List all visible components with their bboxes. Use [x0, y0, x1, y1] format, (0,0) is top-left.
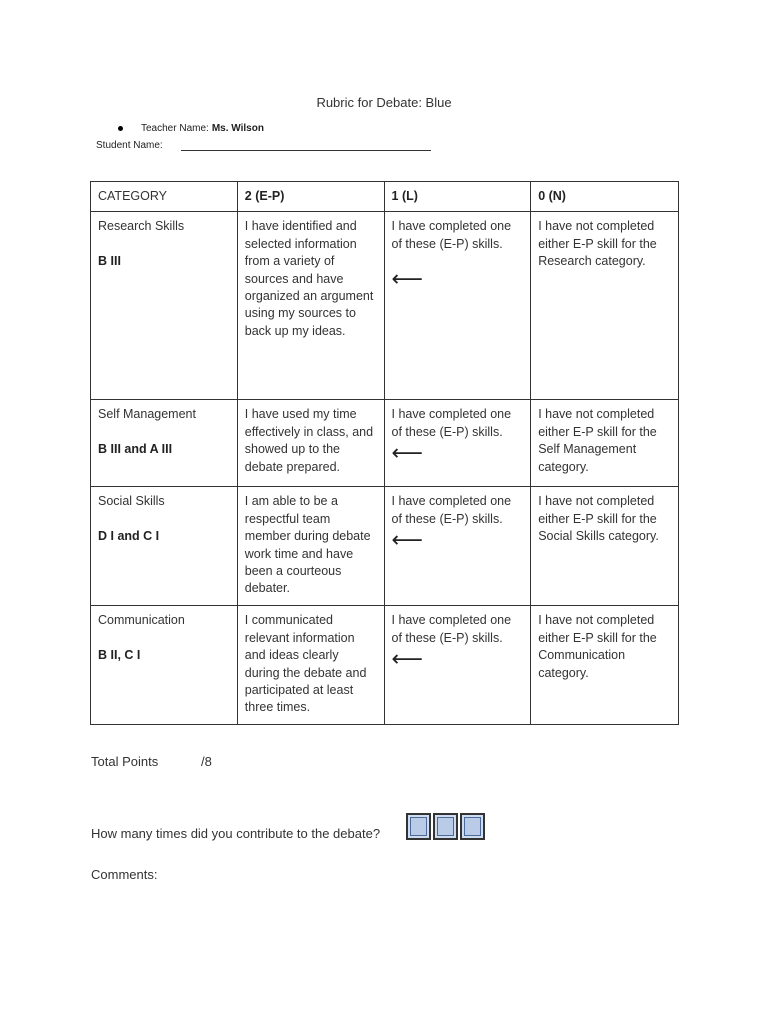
category-name: Social Skills	[98, 494, 165, 509]
total-value: /8	[201, 754, 212, 769]
total-points	[91, 754, 212, 769]
table-row	[91, 212, 679, 400]
l-cell	[384, 606, 531, 725]
category-code: B III and A III	[98, 441, 173, 456]
ep-cell: I communicated relevant information and ideas clearly during the debate and participated at least three times.	[237, 606, 384, 725]
student-line	[96, 140, 431, 151]
ep-cell: I am able to be a respectful team member during debate work time and have been a courteous debater.	[237, 487, 384, 606]
l-text: I have completed one of these (E-P) skills.	[391, 494, 512, 526]
l-cell	[384, 212, 531, 400]
document-title: Rubric for Debate: Blue	[316, 95, 452, 110]
contribution-checkbox[interactable]	[460, 813, 485, 840]
n-cell: I have not completed either E-P skill for the Social Skills category.	[531, 487, 679, 606]
total-label: Total Points	[91, 754, 159, 769]
header-l: 1 (L)	[384, 182, 531, 212]
ep-cell: I have identified and selected information from a variety of sources and have organized an argument using my sources to back up my ideas.	[237, 212, 384, 400]
header-category: CATEGORY	[91, 182, 238, 212]
rubric-table	[90, 181, 679, 725]
teacher-line	[118, 123, 264, 134]
header-ep: 2 (E-P)	[237, 182, 384, 212]
teacher-label: Teacher Name:	[141, 123, 209, 134]
left-arrow-icon: ⟵	[391, 647, 424, 673]
l-cell	[384, 487, 531, 606]
category-code: D I and C I	[98, 528, 160, 543]
contribution-checkbox[interactable]	[406, 813, 431, 840]
category-name: Research Skills	[98, 219, 185, 234]
n-cell: I have not completed either E-P skill for the Self Management category.	[531, 400, 679, 487]
l-text: I have completed one of these (E-P) skills.	[391, 219, 512, 251]
contribution-checkbox[interactable]	[433, 813, 458, 840]
category-cell	[91, 400, 238, 487]
category-name: Communication	[98, 613, 185, 628]
category-cell	[91, 212, 238, 400]
l-text: I have completed one of these (E-P) skills.	[391, 407, 512, 439]
teacher-name: Ms. Wilson	[211, 123, 264, 134]
n-cell: I have not completed either E-P skill for the Communication category.	[531, 606, 679, 725]
student-name-blank[interactable]	[181, 141, 431, 151]
n-cell: I have not completed either E-P skill for the Research category.	[531, 212, 679, 400]
left-arrow-icon: ⟵	[391, 528, 424, 554]
table-row	[91, 606, 679, 725]
contribution-question: How many times did you contribute to the debate?	[91, 826, 381, 841]
table-row	[91, 400, 679, 487]
left-arrow-icon: ⟵	[391, 267, 424, 293]
comments-label: Comments:	[91, 867, 158, 882]
left-arrow-icon: ⟵	[391, 441, 424, 467]
student-label: Student Name:	[96, 140, 163, 151]
table-row	[91, 487, 679, 606]
header-n: 0 (N)	[531, 182, 679, 212]
bullet-icon	[118, 126, 123, 131]
table-header-row	[91, 182, 679, 212]
contribution-checkboxes	[406, 813, 485, 840]
category-code: B II, C I	[98, 647, 141, 662]
category-name: Self Management	[98, 407, 196, 422]
l-cell	[384, 400, 531, 487]
ep-cell: I have used my time effectively in class, and showed up to the debate prepared.	[237, 400, 384, 487]
category-cell	[91, 487, 238, 606]
l-text: I have completed one of these (E-P) skills.	[391, 613, 512, 645]
category-code: B III	[98, 253, 121, 268]
category-cell	[91, 606, 238, 725]
